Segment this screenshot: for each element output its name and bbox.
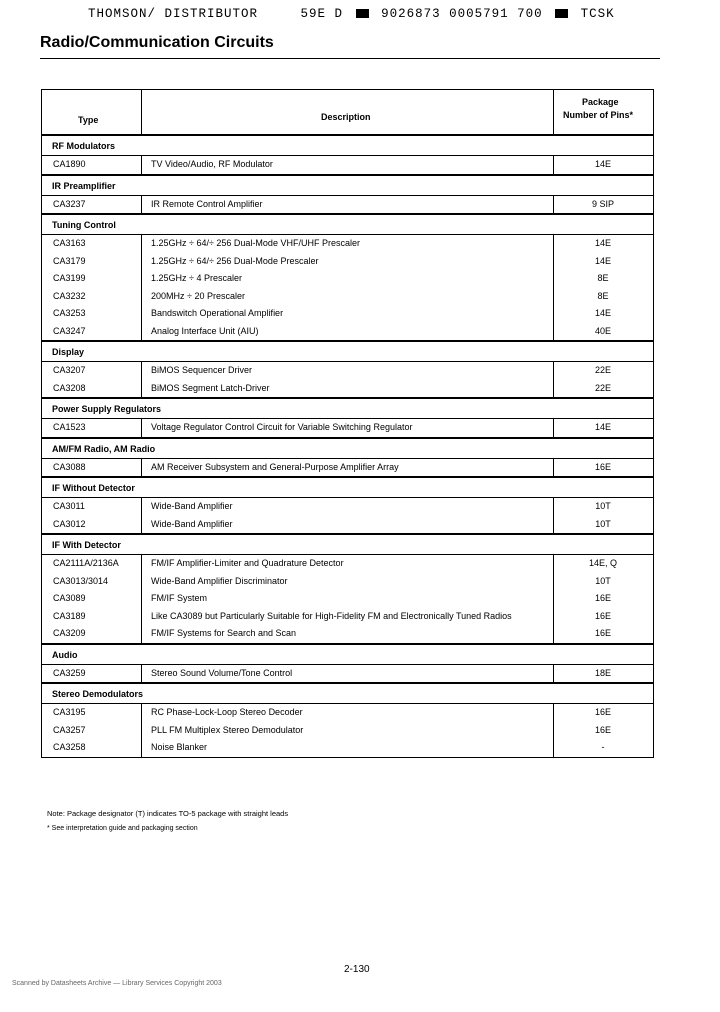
cell-type: CA3207 xyxy=(53,365,86,375)
cell-package: 16E xyxy=(594,628,611,638)
header-pins: Number of Pins* xyxy=(563,110,634,120)
cell-description: 200MHz ÷ 20 Prescaler xyxy=(151,290,245,301)
cell-type: CA3209 xyxy=(53,628,86,638)
table-row xyxy=(42,380,653,398)
footnote-package: Note: Package designator (T) indicates TO-5 package with straight leads xyxy=(47,809,289,818)
table-row xyxy=(42,516,653,534)
header-cell-package xyxy=(553,90,653,134)
cell-description: 1.25GHz ÷ 64/÷ 256 Dual-Mode VHF/UHF Prescaler xyxy=(151,238,360,248)
circuits-table xyxy=(41,89,654,758)
cell-type: CA3237 xyxy=(53,198,86,209)
cell-type: CA1523 xyxy=(53,422,86,432)
cell-description: BiMOS Segment Latch-Driver xyxy=(151,382,270,393)
cell-type: CA3088 xyxy=(53,461,86,472)
cell-description: Bandswitch Operational Amplifier xyxy=(151,308,284,318)
table-row xyxy=(42,288,653,306)
cell-description: PLL FM Multiplex Stereo Demodulator xyxy=(151,724,304,735)
page-title: Radio/Communication Circuits xyxy=(40,34,274,51)
scan-footer: Scanned by Datasheets Archive — Library Services Copyright 2003 xyxy=(12,980,222,987)
cell-description: 1.25GHz ÷ 64/÷ 256 Dual-Mode Prescaler xyxy=(151,255,319,266)
cell-type: CA3259 xyxy=(53,667,86,678)
table-row xyxy=(42,625,653,643)
cell-type: CA3253 xyxy=(53,308,86,318)
cell-description: FM/IF Systems for Search and Scan xyxy=(151,628,297,638)
table-row xyxy=(42,704,653,722)
cell-package: 16E xyxy=(594,461,611,472)
header-distributor: THOMSON/ DISTRIBUTOR xyxy=(88,7,259,21)
table-row xyxy=(42,459,653,477)
table-row xyxy=(42,362,653,380)
header-block-mark xyxy=(356,9,369,18)
section-body xyxy=(42,419,653,439)
section-body xyxy=(42,704,653,757)
table-row xyxy=(42,156,653,174)
cell-type: CA3012 xyxy=(53,518,86,529)
cell-description: FM/IF System xyxy=(151,593,207,603)
header-package: Package xyxy=(582,97,619,107)
section-body xyxy=(42,196,653,216)
header-description: Description xyxy=(321,112,371,122)
cell-package: 8E xyxy=(597,273,609,283)
section-heading: Display xyxy=(42,342,653,362)
section-heading: Power Supply Regulators xyxy=(42,399,653,419)
header-suffix: TCSK xyxy=(580,7,615,21)
cell-description: IR Remote Control Amplifier xyxy=(151,198,263,209)
cell-type: CA1890 xyxy=(53,159,86,169)
table-row xyxy=(42,270,653,288)
cell-package: 14E xyxy=(594,422,611,432)
cell-package: 14E xyxy=(594,238,611,248)
section-body xyxy=(42,235,653,342)
cell-package: 16E xyxy=(594,610,611,621)
cell-package: 10T xyxy=(595,501,611,511)
cell-type: CA3195 xyxy=(53,707,86,717)
cell-description: Wide-Band Amplifier xyxy=(151,501,233,511)
table-header xyxy=(42,90,653,136)
cell-description: 1.25GHz ÷ 4 Prescaler xyxy=(151,273,242,283)
cell-type: CA3179 xyxy=(53,255,86,266)
cell-package: 16E xyxy=(594,593,611,603)
page-number: 2-130 xyxy=(344,964,370,975)
cell-description: TV Video/Audio, RF Modulator xyxy=(151,159,273,169)
cell-package: 16E xyxy=(594,724,611,735)
table-row xyxy=(42,665,653,683)
cell-package: 22E xyxy=(594,382,611,393)
cell-description: BiMOS Sequencer Driver xyxy=(151,365,253,375)
section-heading: Tuning Control xyxy=(42,215,653,235)
header-code: 59E D xyxy=(300,7,344,21)
header-type: Type xyxy=(78,115,99,125)
table-row xyxy=(42,235,653,253)
cell-package: 14E xyxy=(594,159,611,169)
cell-type: CA3208 xyxy=(53,382,86,393)
section-body xyxy=(42,156,653,176)
table-row xyxy=(42,590,653,608)
header-cell-type xyxy=(42,90,142,134)
cell-package: 14E xyxy=(594,255,611,266)
cell-type: CA3089 xyxy=(53,593,86,603)
section-body xyxy=(42,362,653,399)
table-row xyxy=(42,253,653,271)
cell-description: Stereo Sound Volume/Tone Control xyxy=(151,667,293,678)
footnote-interpretation: * See interpretation guide and packaging section xyxy=(47,825,198,832)
cell-type: CA3257 xyxy=(53,724,86,735)
scan-header xyxy=(88,7,615,21)
cell-package: 40E xyxy=(594,325,611,336)
cell-description: Voltage Regulator Control Circuit for Variable Switching Regulator xyxy=(151,422,413,432)
cell-package: 18E xyxy=(594,667,611,678)
cell-description: Like CA3089 but Particularly Suitable for High-Fidelity FM and Electronically Tuned Radios xyxy=(151,610,512,621)
cell-description: RC Phase-Lock-Loop Stereo Decoder xyxy=(151,707,303,717)
table-row xyxy=(42,498,653,516)
cell-package: 10T xyxy=(595,575,611,586)
table-row xyxy=(42,573,653,591)
table-row xyxy=(42,323,653,341)
section-heading: IR Preamplifier xyxy=(42,176,653,196)
table-row xyxy=(42,305,653,323)
table-row xyxy=(42,555,653,573)
cell-type: CA3163 xyxy=(53,238,86,248)
section-body xyxy=(42,665,653,685)
section-heading: Stereo Demodulators xyxy=(42,684,653,704)
header-block-mark xyxy=(555,9,568,18)
section-heading: IF Without Detector xyxy=(42,478,653,498)
cell-type: CA3232 xyxy=(53,290,86,301)
cell-description: AM Receiver Subsystem and General-Purpose Amplifier Array xyxy=(151,461,399,472)
cell-type: CA3011 xyxy=(53,501,85,511)
cell-description: FM/IF Amplifier-Limiter and Quadrature Detector xyxy=(151,558,344,568)
cell-package: 14E, Q xyxy=(588,558,617,568)
cell-type: CA3013/3014 xyxy=(53,575,109,586)
cell-package: 14E xyxy=(594,308,611,318)
section-heading: AM/FM Radio, AM Radio xyxy=(42,439,653,459)
section-heading: RF Modulators xyxy=(42,136,653,156)
cell-type: CA3189 xyxy=(53,610,86,621)
section-body xyxy=(42,555,653,645)
table-row xyxy=(42,196,653,214)
cell-type: CA3247 xyxy=(53,325,86,336)
table-row xyxy=(42,739,653,757)
section-body xyxy=(42,498,653,535)
cell-description: Noise Blanker xyxy=(151,742,208,752)
header-cell-description xyxy=(141,90,554,134)
cell-package: 22E xyxy=(594,365,611,375)
cell-description: Wide-Band Amplifier Discriminator xyxy=(151,575,288,586)
table-row xyxy=(42,608,653,626)
cell-type: CA2111A/2136A xyxy=(53,558,119,568)
section-heading: IF With Detector xyxy=(42,535,653,555)
table-row xyxy=(42,419,653,437)
title-divider xyxy=(40,58,660,59)
table-row xyxy=(42,722,653,740)
cell-type: CA3199 xyxy=(53,273,86,283)
cell-type: CA3258 xyxy=(53,742,86,752)
cell-package: 10T xyxy=(595,518,611,529)
cell-package: - xyxy=(601,742,605,752)
cell-package: 8E xyxy=(597,290,609,301)
cell-description: Wide-Band Amplifier xyxy=(151,518,233,529)
section-heading: Audio xyxy=(42,645,653,665)
cell-package: 9 SIP xyxy=(591,198,614,209)
header-numbers: 9026873 0005791 700 xyxy=(381,7,543,21)
cell-package: 16E xyxy=(594,707,611,717)
cell-description: Analog Interface Unit (AIU) xyxy=(151,325,259,336)
section-body xyxy=(42,459,653,479)
